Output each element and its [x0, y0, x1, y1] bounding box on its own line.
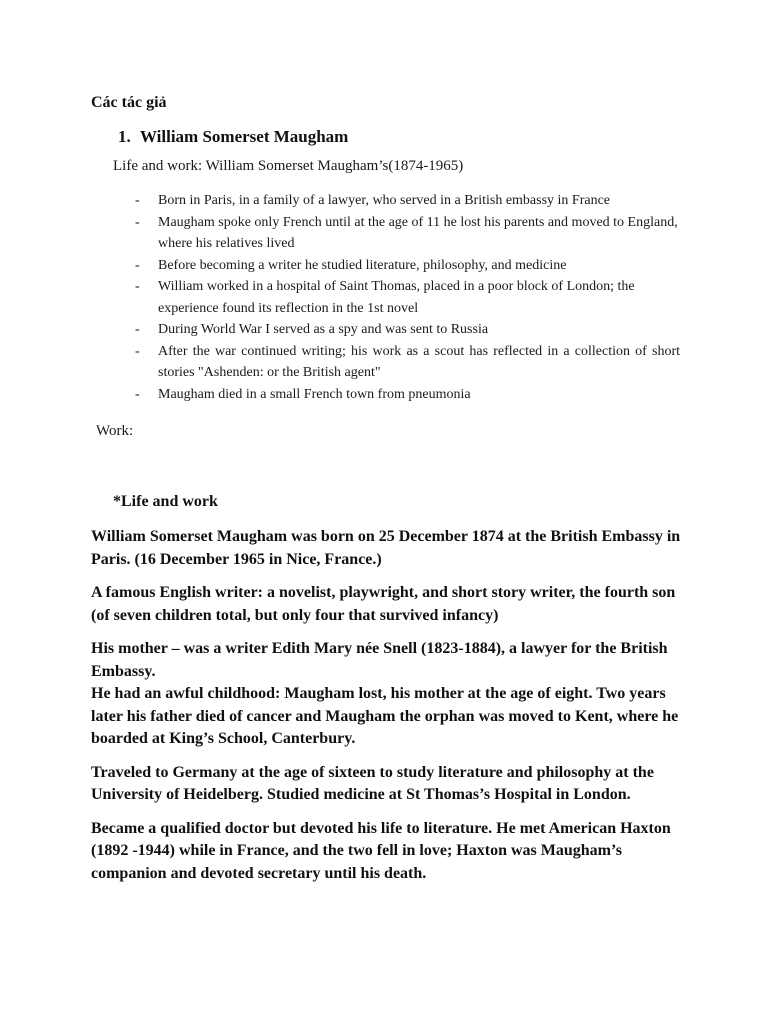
paragraph: William Somerset Maugham was born on 25 December 1874 at the British Embassy in Paris. (16 December 1965 in Nice, France.) [91, 528, 681, 568]
paragraph: His mother – was a writer Edith Mary née Snell (1823-1884), a lawyer for the British Embassy. [91, 640, 668, 680]
bullet-dash: - [135, 343, 140, 359]
paragraph: Traveled to Germany at the age of sixteen to study literature and philosophy at the University of Heidelberg. Studied medicine at St Thomas’s Hospital in London. [91, 763, 654, 803]
list-item [135, 190, 680, 212]
bullet-dash: - [135, 386, 140, 402]
list-item [135, 384, 680, 406]
bullet-dash: - [135, 279, 140, 294]
bullet-text: William worked in a hospital of Saint Thomas, placed in a poor block of London; the experience found its reflection in the 1st novel [158, 279, 635, 316]
bullet-dash: - [135, 214, 140, 230]
life-and-work-line: Life and work: William Somerset Maugham’s(1874-1965) [113, 158, 464, 174]
list-item [135, 212, 680, 255]
list-item [135, 319, 680, 341]
heading-title: William Somerset Maugham [139, 127, 349, 146]
list-item [135, 341, 680, 384]
body-text [91, 526, 691, 896]
work-label: Work: [96, 423, 134, 439]
list-item [135, 276, 680, 319]
bullet-text: During World War I served as a spy and was sent to Russia [158, 322, 489, 337]
bullet-text: Born in Paris, in a family of a lawyer, who served in a British embassy in France [158, 193, 611, 208]
bullet-text: Maugham spoke only French until at the age of 11 he lost his parents and moved to England, where his relatives lived [158, 214, 678, 251]
section-title: Các tác giả [91, 94, 167, 111]
list-item [135, 255, 680, 277]
bullet-dash: - [135, 322, 140, 337]
sub-heading-life-and-work: *Life and work [113, 493, 218, 510]
bullet-dash: - [135, 193, 140, 208]
paragraph: Became a qualified doctor but devoted his life to literature. He met American Haxton (1892 -1944) while in France, and the two fell in love; Haxton was Maugham’s companion and devoted secretary until his death. [91, 819, 671, 882]
heading-number: 1. [118, 127, 131, 146]
bullet-text: After the war continued writing; his work as a scout has reflected in a collection of short stories "Ashenden: or the British agent" [158, 343, 680, 380]
bullet-dash: - [135, 257, 140, 273]
heading-william-somerset-maugham [118, 127, 348, 147]
paragraph: He had an awful childhood: Maugham lost, his mother at the age of eight. Two years later his father died of cancer and Maugham the orphan was moved to Kent, where he boarded at King’s School, Canterbury. [91, 685, 679, 747]
bullet-text: Before becoming a writer he studied literature, philosophy, and medicine [158, 257, 567, 273]
paragraph: A famous English writer: a novelist, playwright, and short story writer, the fourth son (of seven children total, but only four that survived infancy) [91, 584, 676, 624]
bullet-list [135, 190, 680, 405]
bullet-text: Maugham died in a small French town from pneumonia [158, 386, 471, 402]
